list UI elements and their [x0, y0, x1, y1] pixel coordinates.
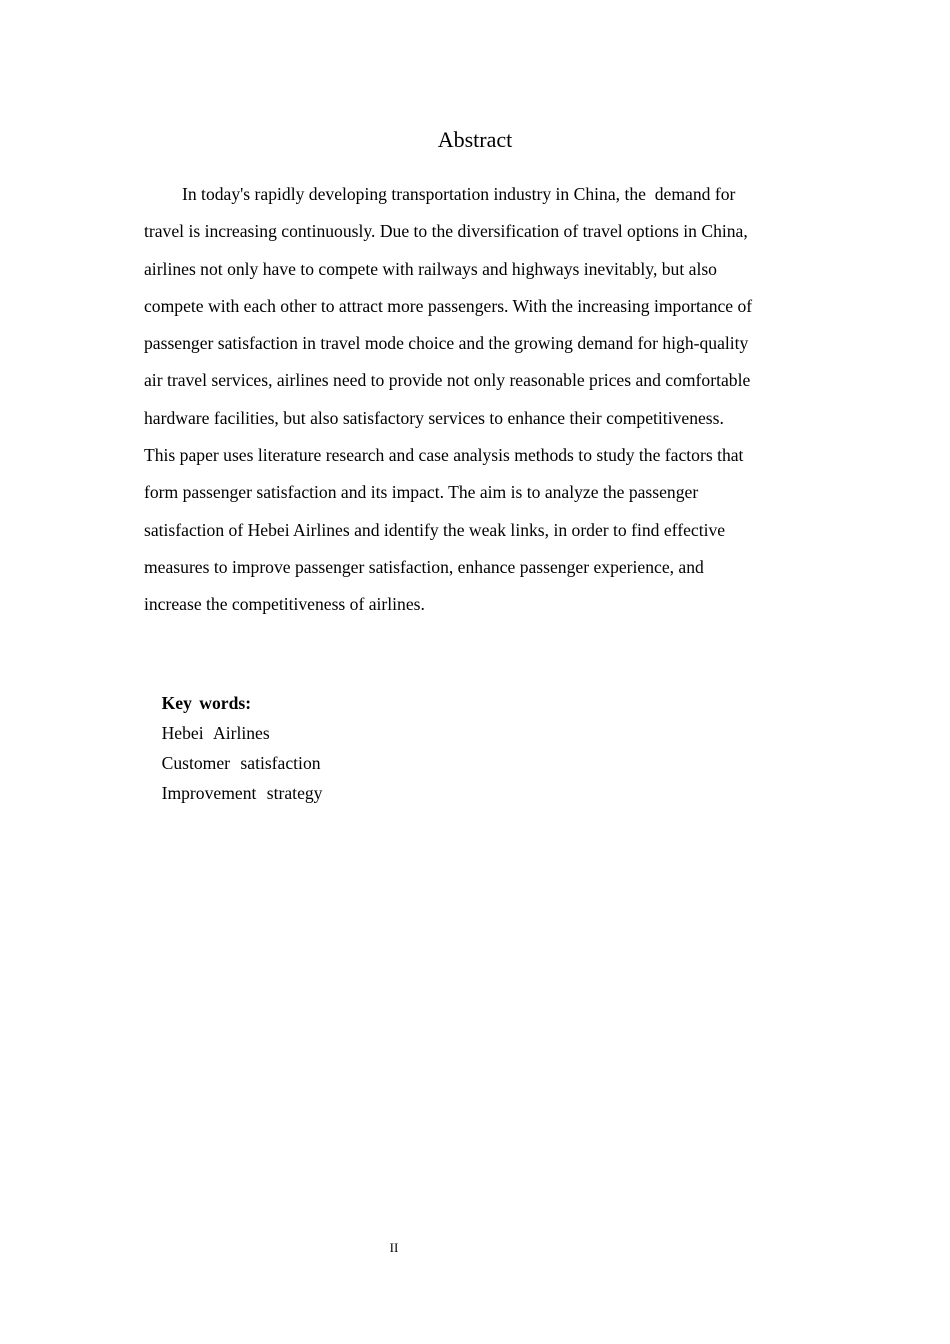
abstract-line: hardware facilities, but also satisfactory services to enhance their competitiveness.: [144, 407, 724, 428]
page-number: II: [389, 1240, 399, 1255]
keyword-term: Hebei Airlines: [161, 723, 270, 743]
keyword-term: Improvement strategy: [161, 783, 323, 803]
abstract-line: travel is increasing continuously. Due to the diversification of travel options in China,: [144, 221, 748, 242]
abstract-line: This paper uses literature research and case analysis methods to study the factors that: [144, 445, 744, 466]
abstract-title: Abstract: [437, 127, 513, 152]
abstract-line: satisfaction of Hebei Airlines and identify the weak links, in order to find effective: [144, 519, 726, 540]
keywords-label: Key words:: [161, 693, 252, 713]
abstract-body: [144, 176, 824, 624]
abstract-line: measures to improve passenger satisfaction, enhance passenger experience, and: [144, 556, 704, 577]
abstract-line: In today's rapidly developing transportation industry in China, the demand for: [182, 184, 736, 204]
abstract-line: airlines not only have to compete with railways and highways inevitably, but also: [144, 258, 717, 279]
abstract-line: passenger satisfaction in travel mode choice and the growing demand for high-quality: [144, 333, 749, 354]
keyword-term: Customer satisfaction: [161, 753, 321, 773]
abstract-line: compete with each other to attract more passengers. With the increasing importance of: [144, 295, 753, 316]
abstract-line: increase the competitiveness of airlines.: [144, 594, 425, 615]
abstract-line: form passenger satisfaction and its impact. The aim is to analyze the passenger: [144, 482, 699, 503]
keywords-line: [144, 658, 340, 838]
abstract-line: air travel services, airlines need to provide not only reasonable prices and comfortable: [144, 370, 751, 391]
